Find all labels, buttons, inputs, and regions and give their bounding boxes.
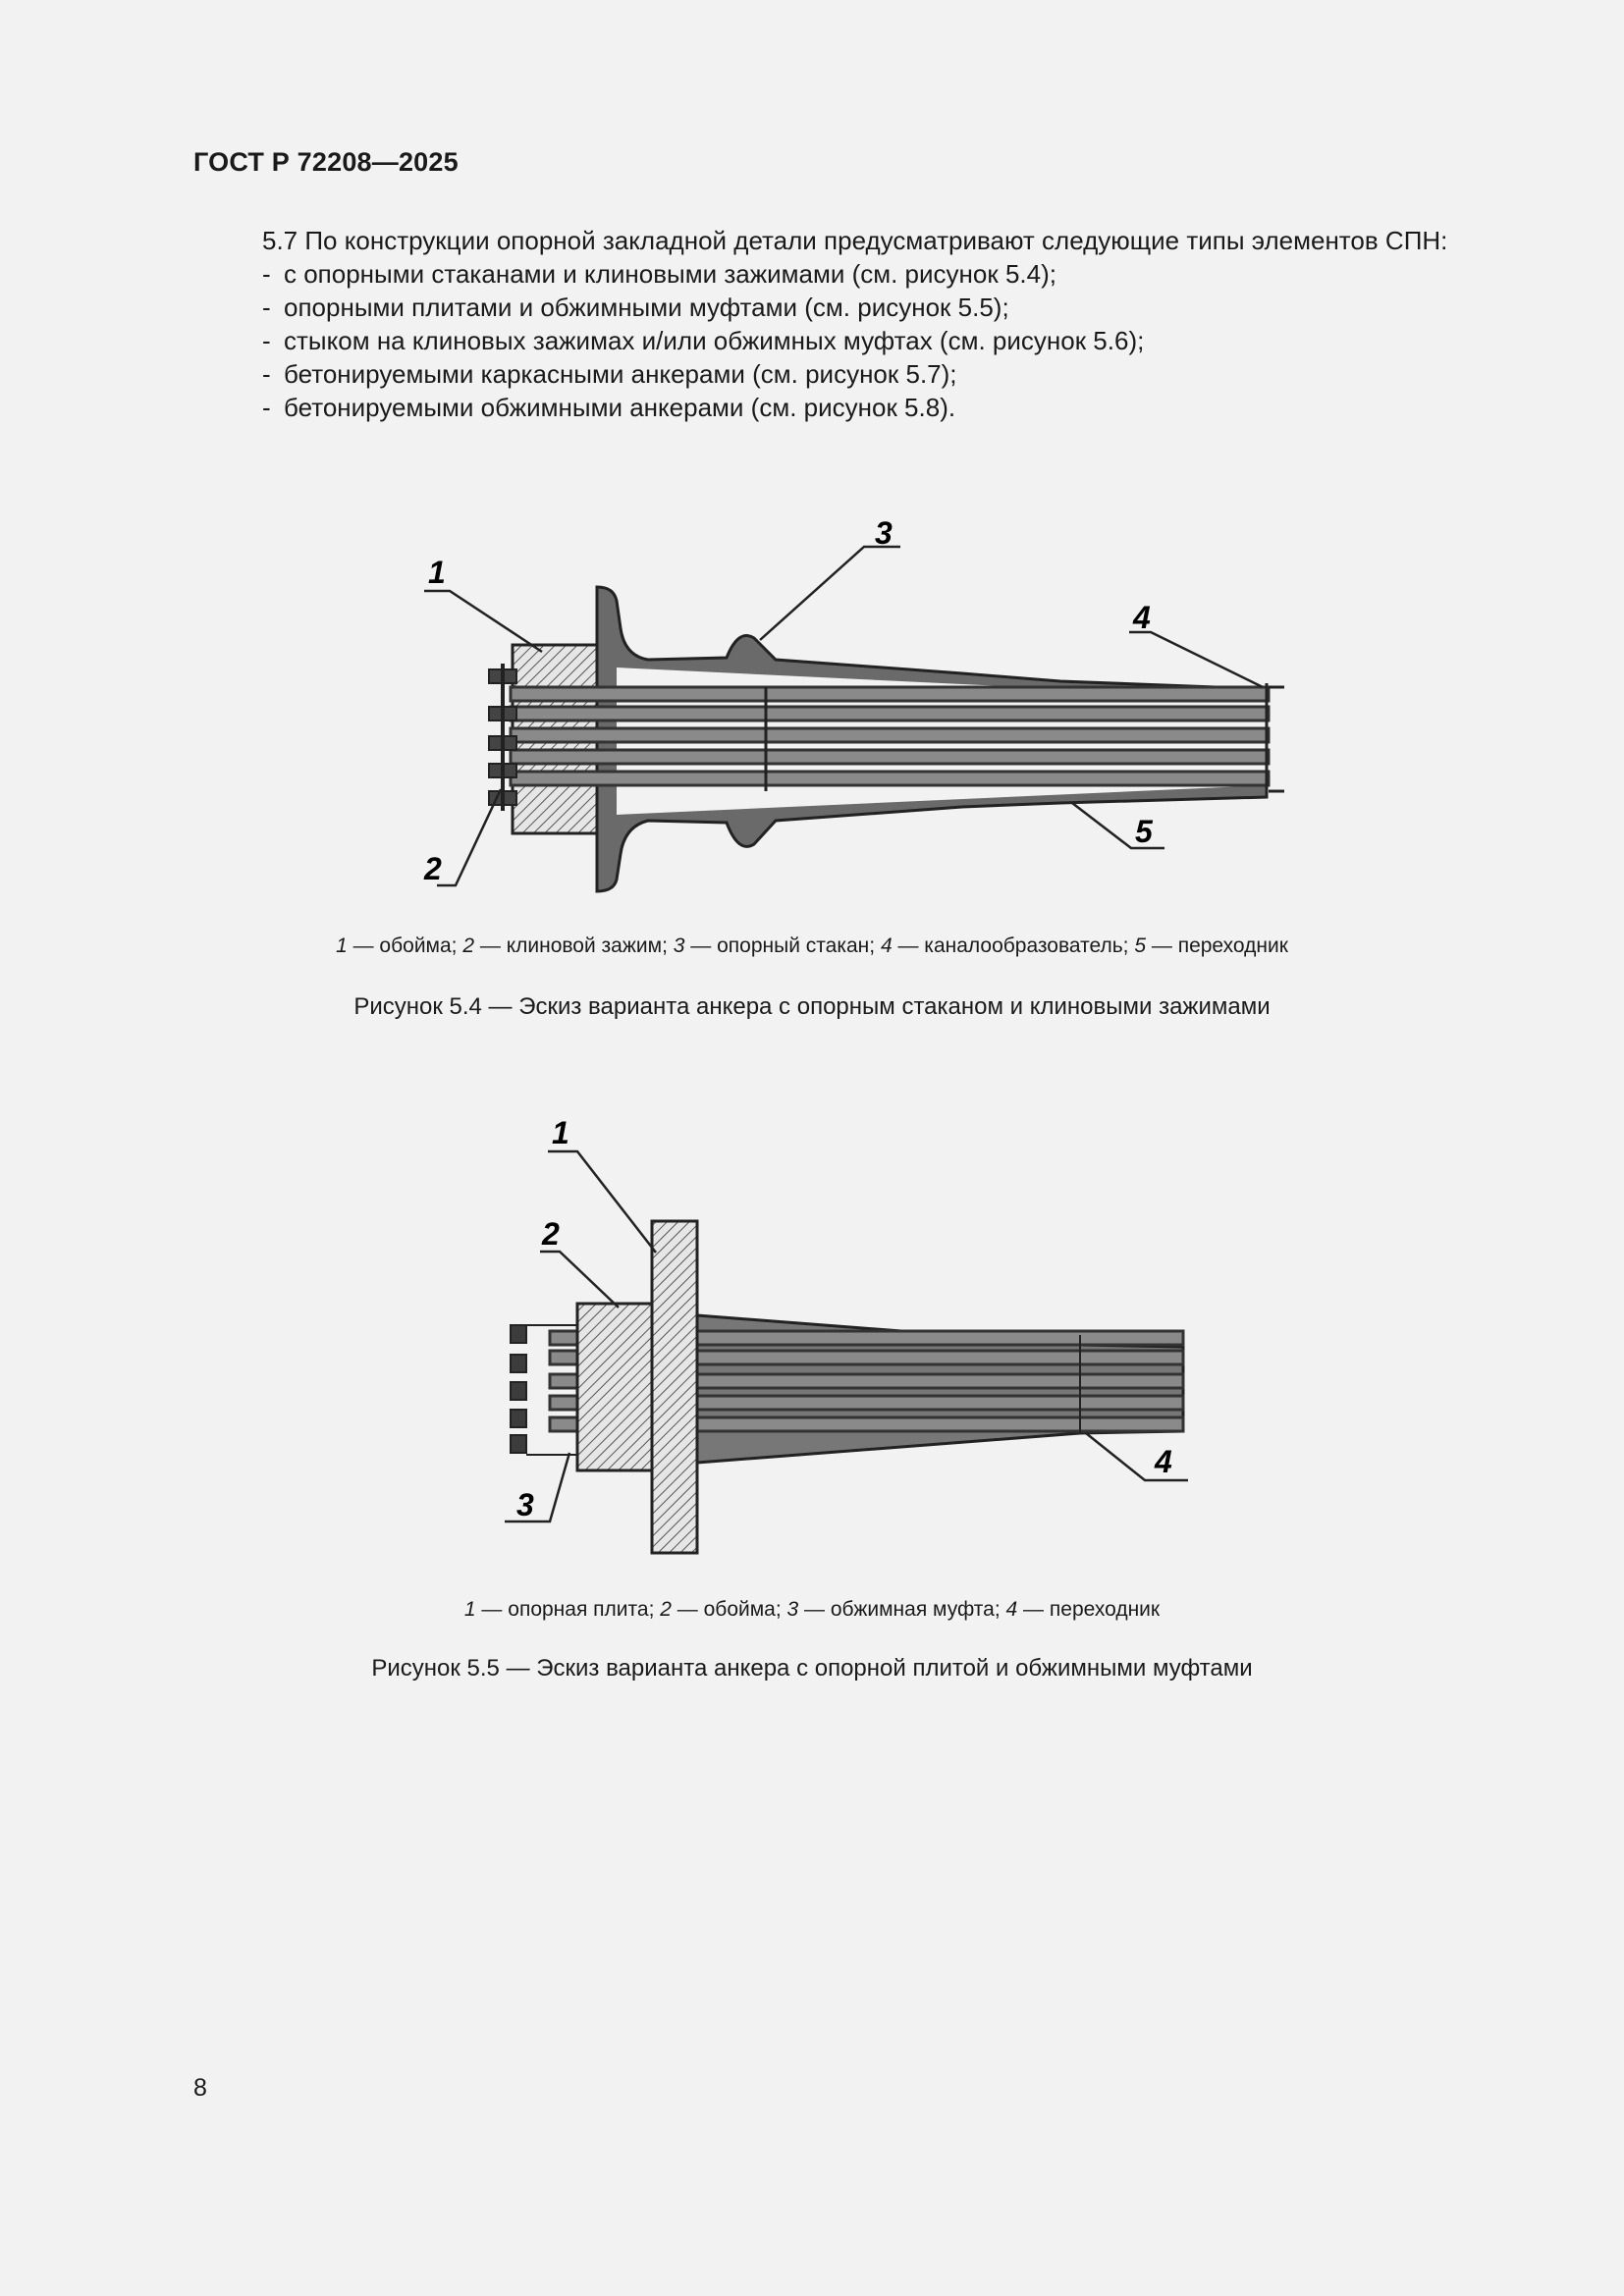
section-intro: 5.7 По конструкции опорной закладной детали предусматривают следующие типы элементов СПН: [262,226,1448,255]
fig-5-4-label-3: 3 [875,515,893,551]
list-item: - стыком на клиновых зажимах и/или обжимных муфтах (см. рисунок 5.6); [262,326,1145,355]
list-item: - опорными плитами и обжимными муфтами (см. рисунок 5.5); [262,293,1009,322]
fig-5-4-label-5: 5 [1135,814,1153,849]
page-number: 8 [193,2074,207,2102]
fig-5-4-label-2: 2 [424,851,442,886]
figure-5-4-legend: 1 — обойма; 2 — клиновой зажим; 3 — опорный стакан; 4 — каналообразователь; 5 — переходник [336,934,1288,957]
fig-5-5-label-1: 1 [552,1115,569,1150]
types-list [193,257,1507,424]
list-item: - с опорными стаканами и клиновыми зажимами (см. рисунок 5.4); [262,259,1056,289]
list-item: - бетонируемыми обжимными анкерами (см. рисунок 5.8). [262,393,956,422]
figure-5-5-drawing [0,1099,1624,1571]
fig-5-5-label-2: 2 [542,1216,560,1252]
figure-5-4-caption: Рисунок 5.4 — Эскиз варианта анкера с опорным стаканом и клиновыми зажимами [353,993,1271,1020]
fig-5-4-label-4: 4 [1133,600,1151,635]
figure-5-5-legend: 1 — опорная плита; 2 — обойма; 3 — обжимная муфта; 4 — переходник [463,1598,1161,1621]
fig-5-5-label-4: 4 [1155,1444,1172,1479]
figure-5-5-caption: Рисунок 5.5 — Эскиз варианта анкера с опорной плитой и обжимными муфтами [371,1655,1253,1682]
fig-5-4-label-1: 1 [428,555,446,590]
figure-5-4-drawing [0,501,1624,913]
fig-5-5-label-3: 3 [516,1487,534,1522]
document-header: ГОСТ Р 72208—2025 [193,147,459,177]
section-5-7 [193,224,1507,424]
list-item: - бетонируемыми каркасными анкерами (см. рисунок 5.7); [262,359,957,389]
